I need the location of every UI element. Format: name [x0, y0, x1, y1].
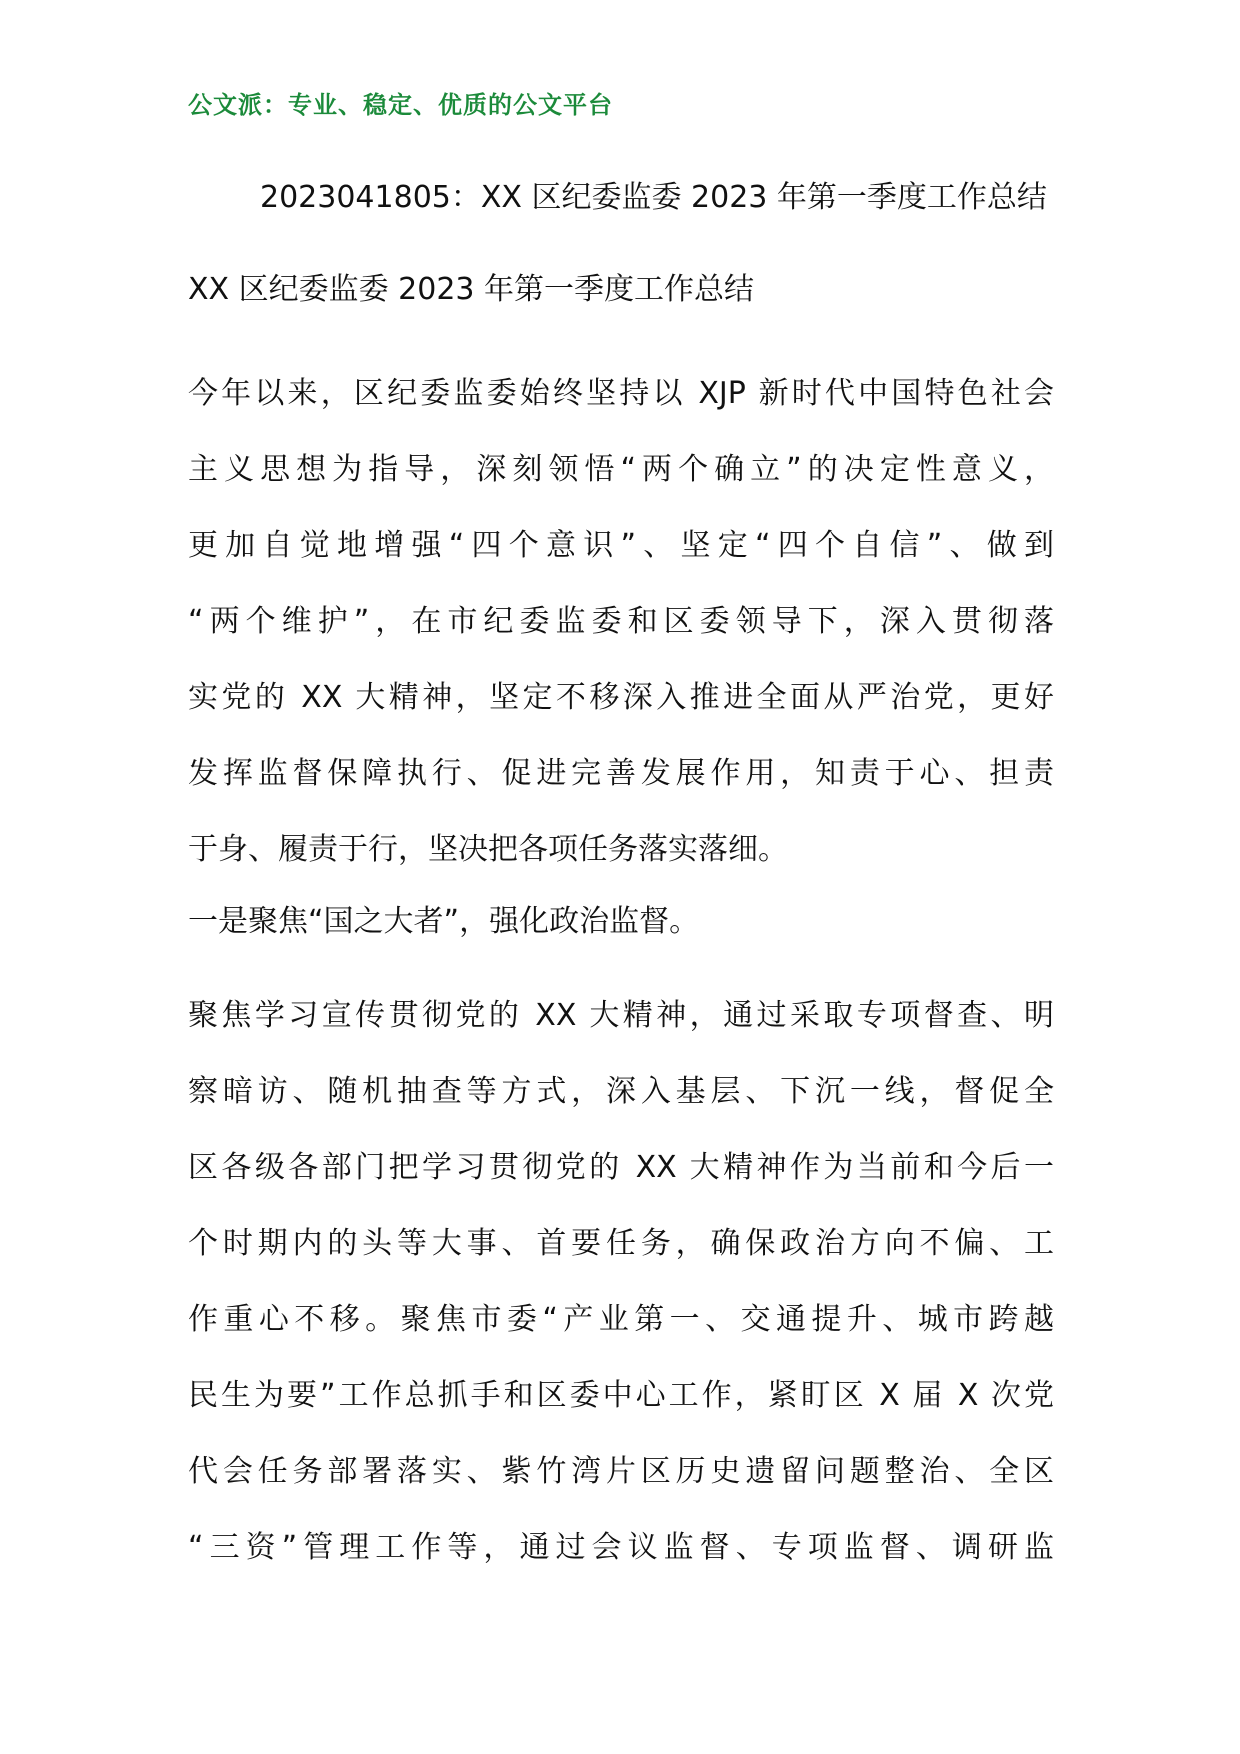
political-supervision-paragraph	[188, 978, 1054, 1586]
paragraph-line: 实党的 XX 大精神，坚定不移深入推进全面从严治党，更好	[188, 680, 1054, 715]
document-subtitle: XX 区纪委监委 2023 年第一季度工作总结	[188, 272, 755, 307]
paragraph-line: 民生为要”工作总抓手和区委中心工作，紧盯区 X 届 X 次党	[188, 1378, 1054, 1413]
document-title: 2023041805：XX 区纪委监委 2023 年第一季度工作总结	[260, 180, 1047, 215]
paragraph-line: 区各级各部门把学习贯彻党的 XX 大精神作为当前和今后一	[188, 1150, 1054, 1185]
paragraph-line: 发挥监督保障执行、促进完善发展作用，知责于心、担责	[188, 756, 1054, 791]
paragraph-line: 主义思想为指导，深刻领悟“两个确立”的决定性意义，	[188, 452, 1054, 487]
paragraph-line: 察暗访、随机抽查等方式，深入基层、下沉一线，督促全	[188, 1074, 1054, 1109]
paragraph-line: 于身、履责于行，坚决把各项任务落实落细。	[188, 832, 788, 867]
paragraph-line: 聚焦学习宣传贯彻党的 XX 大精神，通过采取专项督查、明	[188, 998, 1054, 1033]
paragraph-line: 代会任务部署落实、紫竹湾片区历史遗留问题整治、全区	[188, 1454, 1054, 1489]
intro-paragraph	[188, 356, 1054, 888]
platform-header: 公文派：专业、稳定、优质的公文平台	[188, 91, 613, 119]
paragraph-line: 作重心不移。聚焦市委“产业第一、交通提升、城市跨越	[188, 1302, 1054, 1337]
paragraph-line: “两个维护”，在市纪委监委和区委领导下，深入贯彻落	[188, 604, 1054, 639]
paragraph-line: 更加自觉地增强“四个意识”、坚定“四个自信”、做到	[188, 528, 1054, 563]
section-heading: 一是聚焦“国之大者”，强化政治监督。	[188, 904, 700, 939]
paragraph-line: “三资”管理工作等，通过会议监督、专项监督、调研监	[188, 1530, 1054, 1565]
paragraph-line: 个时期内的头等大事、首要任务，确保政治方向不偏、工	[188, 1226, 1054, 1261]
paragraph-line: 今年以来，区纪委监委始终坚持以 XJP 新时代中国特色社会	[188, 376, 1054, 411]
